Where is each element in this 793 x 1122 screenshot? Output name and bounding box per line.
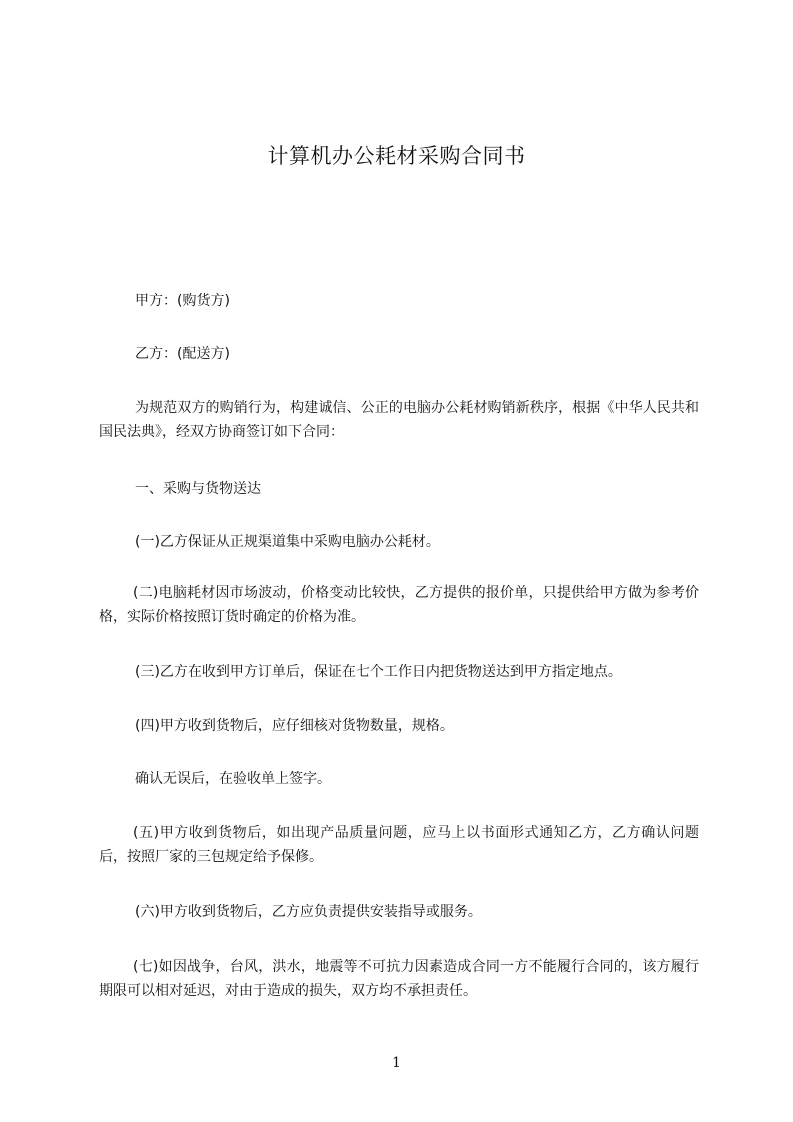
party-a-line: 甲方：(购货方) xyxy=(135,293,230,309)
clause-7: (七)如因战争，台风，洪水，地震等不可抗力因素造成合同一方不能履行合同的，该方履行期限可以相对延迟，对由于造成的损失，双方均不承担责任。 xyxy=(99,959,699,999)
clause-1: (一)乙方保证从正规渠道集中采购电脑办公耗材。 xyxy=(135,534,440,550)
clause-2: (二)电脑耗材因市场波动，价格变动比较快，乙方提供的报价单，只提供给甲方做为参考价格，实际价格按照订货时确定的价格为准。 xyxy=(99,585,699,625)
clause-4: (四)甲方收到货物后，应仔细核对货物数量，规格。 xyxy=(135,718,454,734)
clause-5: (五)甲方收到货物后，如出现产品质量问题，应马上以书面形式通知乙方，乙方确认问题后，按照厂家的三包规定给予保修。 xyxy=(99,825,699,865)
clause-3: (三)乙方在收到甲方订单后，保证在七个工作日内把货物送达到甲方指定地点。 xyxy=(135,664,622,680)
page-title: 计算机办公耗材采购合同书 xyxy=(267,144,526,168)
clause-4-continuation: 确认无误后，在验收单上签字。 xyxy=(135,771,331,787)
intro-paragraph: 为规范双方的购销行为，构建诚信、公正的电脑办公耗材购销新秩序，根据《中华人民共和国民法典》，经双方协商签订如下合同： xyxy=(99,400,699,440)
page-number: 1 xyxy=(392,1055,401,1071)
section-heading: 一、采购与货物送达 xyxy=(135,481,261,497)
clause-6: (六)甲方收到货物后，乙方应负责提供安装指导或服务。 xyxy=(135,904,482,920)
party-b-line: 乙方：(配送方) xyxy=(135,346,230,362)
